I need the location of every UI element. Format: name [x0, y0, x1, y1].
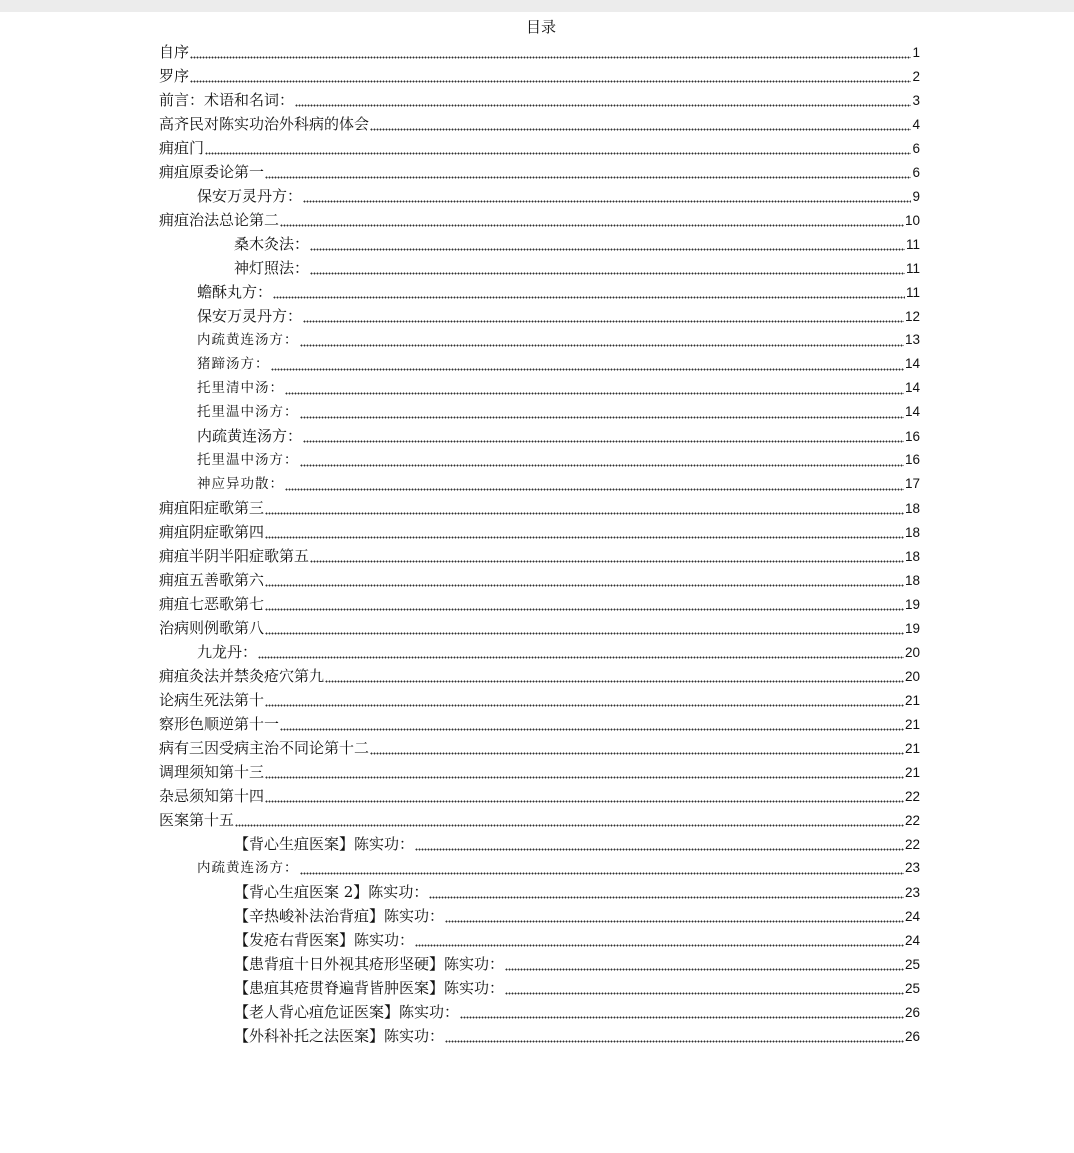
toc-entry-label: 九龙丹：: [197, 643, 258, 661]
toc-page-number: 12: [904, 309, 920, 324]
toc-title: 目录: [525, 18, 556, 36]
dot-leader: [445, 919, 904, 923]
toc-entry-label: 医案第十五: [159, 811, 235, 829]
dot-leader: [285, 391, 904, 395]
toc-entry-label: 痈疽半阴半阳症歌第五: [159, 547, 310, 565]
toc-page-number: 16: [904, 452, 920, 467]
toc-entry-label: 【背心生疽医案】陈实功：: [234, 835, 415, 853]
toc-page-number: 25: [904, 957, 920, 972]
toc-entry[interactable]: [159, 736, 920, 760]
toc-page-number: 3: [912, 93, 920, 108]
toc-entry-label: 痈疽治法总论第二: [159, 211, 280, 229]
dot-leader: [505, 991, 904, 995]
toc-entry[interactable]: [159, 568, 920, 592]
toc-entry-label: 痈疽七恶歌第七: [159, 595, 265, 613]
toc-entry-label: 痈疽原委论第一: [159, 163, 265, 181]
toc-page-number: 14: [904, 404, 920, 419]
toc-entry[interactable]: [159, 376, 920, 400]
toc-page-number: 13: [904, 332, 920, 347]
toc-entry[interactable]: [159, 232, 920, 256]
toc-entry-label: 蟾酥丸方：: [197, 283, 273, 301]
toc-page-number: 24: [904, 909, 920, 924]
toc-entry[interactable]: [159, 760, 920, 784]
toc-page-number: 1: [912, 45, 920, 60]
toc-page-number: 23: [904, 885, 920, 900]
dot-leader: [265, 799, 904, 803]
toc-entry[interactable]: [159, 64, 920, 88]
toc-entry[interactable]: [159, 856, 920, 880]
dot-leader: [415, 943, 904, 947]
toc-entry[interactable]: [159, 40, 920, 64]
toc-entry[interactable]: [159, 544, 920, 568]
toc-entry-label: 前言：术语和名词：: [159, 91, 295, 109]
toc-page-number: 25: [904, 981, 920, 996]
toc-page-number: 20: [904, 645, 920, 660]
dot-leader: [271, 367, 904, 371]
toc-entry[interactable]: [159, 256, 920, 280]
dot-leader: [415, 847, 904, 851]
toc-entry[interactable]: [159, 136, 920, 160]
dot-leader: [300, 871, 904, 875]
toc-entry[interactable]: [159, 784, 920, 808]
toc-entry-label: 【背心生疽医案 2】陈实功：: [234, 883, 429, 901]
toc-entry-label: 治病则例歌第八: [159, 619, 265, 637]
toc-entry-label: 病有三因受病主治不同论第十二: [159, 739, 370, 757]
viewer-top-band: [0, 0, 1074, 12]
toc-entry-label: 猪蹄汤方：: [197, 356, 270, 372]
toc-entry[interactable]: [159, 280, 920, 304]
dot-leader: [235, 823, 904, 827]
toc-page-number: 22: [904, 789, 920, 804]
dot-leader: [300, 415, 904, 419]
toc-page-number: 21: [904, 741, 920, 756]
toc-entry[interactable]: [159, 928, 920, 952]
toc-entry-label: 【外科补托之法医案】陈实功：: [234, 1027, 445, 1045]
toc-entry-label: 托里清中汤：: [197, 380, 284, 396]
dot-leader: [265, 511, 904, 515]
toc-entry[interactable]: [159, 208, 920, 232]
toc-entry[interactable]: [159, 616, 920, 640]
toc-entry-label: 托里温中汤方：: [197, 404, 299, 420]
toc-entry[interactable]: [159, 688, 920, 712]
toc-entry-label: 痈疽五善歌第六: [159, 571, 265, 589]
dot-leader: [295, 103, 911, 107]
toc-page-number: 17: [904, 476, 920, 491]
toc-entry-label: 内疏黄连汤方：: [197, 332, 299, 348]
dot-leader: [265, 631, 904, 635]
dot-leader: [303, 199, 911, 203]
toc-page-number: 21: [904, 765, 920, 780]
toc-page-number: 21: [904, 693, 920, 708]
toc-entry-label: 内疏黄连汤方：: [197, 860, 299, 876]
dot-leader: [445, 1039, 904, 1043]
toc-page-number: 19: [904, 621, 920, 636]
toc-entry[interactable]: [159, 304, 920, 328]
toc-page-number: 11: [905, 237, 920, 252]
toc-entry[interactable]: [159, 184, 920, 208]
toc-entry[interactable]: [159, 400, 920, 424]
toc-entry-label: 【患背疽十日外视其疮形坚硬】陈实功：: [234, 955, 505, 973]
toc-page-number: 4: [912, 117, 920, 132]
toc-page-number: 20: [904, 669, 920, 684]
toc-entry-label: 杂忌须知第十四: [159, 787, 265, 805]
dot-leader: [265, 703, 904, 707]
toc-entry-label: 神应异功散：: [197, 476, 284, 492]
dot-leader: [265, 175, 911, 179]
dot-leader: [310, 247, 905, 251]
toc-entry-label: 罗序: [159, 67, 190, 85]
toc-page-number: 11: [905, 285, 920, 300]
toc-entry[interactable]: [159, 952, 920, 976]
toc-entry-label: 痈疽门: [159, 139, 205, 157]
toc-page-number: 9: [912, 189, 920, 204]
toc-page-number: 14: [904, 380, 920, 395]
toc-page-number: 6: [912, 141, 920, 156]
dot-leader: [310, 559, 904, 563]
dot-leader: [265, 775, 904, 779]
toc-entry[interactable]: [159, 832, 920, 856]
toc-entry-label: 保安万灵丹方：: [197, 307, 303, 325]
dot-leader: [285, 487, 904, 491]
dot-leader: [303, 439, 904, 443]
toc-entry[interactable]: [159, 520, 920, 544]
toc-page-number: 14: [904, 356, 920, 371]
toc-entry-label: 察形色顺逆第十一: [159, 715, 280, 733]
toc-page-number: 10: [904, 213, 920, 228]
toc-entry[interactable]: [159, 448, 920, 472]
toc-page-number: 26: [904, 1029, 920, 1044]
dot-leader: [370, 127, 911, 131]
toc-entry[interactable]: [159, 424, 920, 448]
toc-entry[interactable]: [159, 808, 920, 832]
toc-entry-label: 【老人背心疽危证医案】陈实功：: [234, 1003, 460, 1021]
dot-leader: [300, 463, 904, 467]
toc-page-number: 18: [904, 501, 920, 516]
dot-leader: [460, 1015, 904, 1019]
toc-entry[interactable]: [159, 496, 920, 520]
dot-leader: [265, 607, 904, 611]
toc-page-number: 18: [904, 549, 920, 564]
toc-entry[interactable]: [159, 640, 920, 664]
toc-entry[interactable]: [159, 880, 920, 904]
toc-entry-label: 保安万灵丹方：: [197, 187, 303, 205]
toc-entry[interactable]: [159, 352, 920, 376]
toc-entry-label: 【患疽其疮贯脊遍背皆肿医案】陈实功：: [234, 979, 505, 997]
toc-entry[interactable]: [159, 1024, 920, 1048]
toc-page-number: 19: [904, 597, 920, 612]
toc-entry-label: 痈疽阴症歌第四: [159, 523, 265, 541]
dot-leader: [265, 583, 904, 587]
toc-entry-label: 痈疽灸法并禁灸疮穴第九: [159, 667, 325, 685]
dot-leader: [300, 343, 904, 347]
toc-page-number: 26: [904, 1005, 920, 1020]
toc-page-number: 18: [904, 573, 920, 588]
toc-page-number: 21: [904, 717, 920, 732]
dot-leader: [310, 271, 905, 275]
document-page: [0, 12, 1074, 1153]
dot-leader: [273, 295, 905, 299]
toc-page-number: 22: [904, 813, 920, 828]
toc-entry-label: 痈疽阳症歌第三: [159, 499, 265, 517]
toc-page-number: 2: [912, 69, 920, 84]
toc-page-number: 22: [904, 837, 920, 852]
toc-entry-label: 【发疮右背医案】陈实功：: [234, 931, 415, 949]
toc-page-number: 18: [904, 525, 920, 540]
toc-page-number: 24: [904, 933, 920, 948]
toc-entry[interactable]: [159, 592, 920, 616]
dot-leader: [505, 967, 904, 971]
toc-page-number: 6: [912, 165, 920, 180]
toc-entry[interactable]: [159, 1000, 920, 1024]
toc-page-number: 11: [905, 261, 920, 276]
toc-entry-label: 【辛热峻补法治背疽】陈实功：: [234, 907, 445, 925]
toc-entry[interactable]: [159, 472, 920, 496]
dot-leader: [429, 895, 904, 899]
toc-entry-label: 内疏黄连汤方：: [197, 427, 303, 445]
toc-entry[interactable]: [159, 160, 920, 184]
toc-entry[interactable]: [159, 904, 920, 928]
dot-leader: [258, 655, 904, 659]
toc-page-number: 23: [904, 860, 920, 875]
toc-entry-label: 神灯照法：: [234, 259, 310, 277]
toc-entry[interactable]: [159, 112, 920, 136]
table-of-contents: [159, 40, 920, 1048]
dot-leader: [265, 535, 904, 539]
toc-page-number: 16: [904, 429, 920, 444]
dot-leader: [280, 223, 904, 227]
toc-entry-label: 论病生死法第十: [159, 691, 265, 709]
dot-leader: [370, 751, 904, 755]
toc-entry-label: 高齐民对陈实功治外科病的体会: [159, 115, 370, 133]
dot-leader: [190, 79, 911, 83]
dot-leader: [205, 151, 911, 155]
toc-entry[interactable]: [159, 712, 920, 736]
toc-entry[interactable]: [159, 328, 920, 352]
toc-entry[interactable]: [159, 88, 920, 112]
toc-entry-label: 调理须知第十三: [159, 763, 265, 781]
toc-entry[interactable]: [159, 976, 920, 1000]
toc-entry-label: 自序: [159, 43, 190, 61]
toc-entry[interactable]: [159, 664, 920, 688]
toc-entry-label: 托里温中汤方：: [197, 452, 299, 468]
toc-entry-label: 桑木灸法：: [234, 235, 310, 253]
dot-leader: [190, 55, 911, 59]
dot-leader: [280, 727, 904, 731]
dot-leader: [303, 319, 904, 323]
dot-leader: [325, 679, 904, 683]
